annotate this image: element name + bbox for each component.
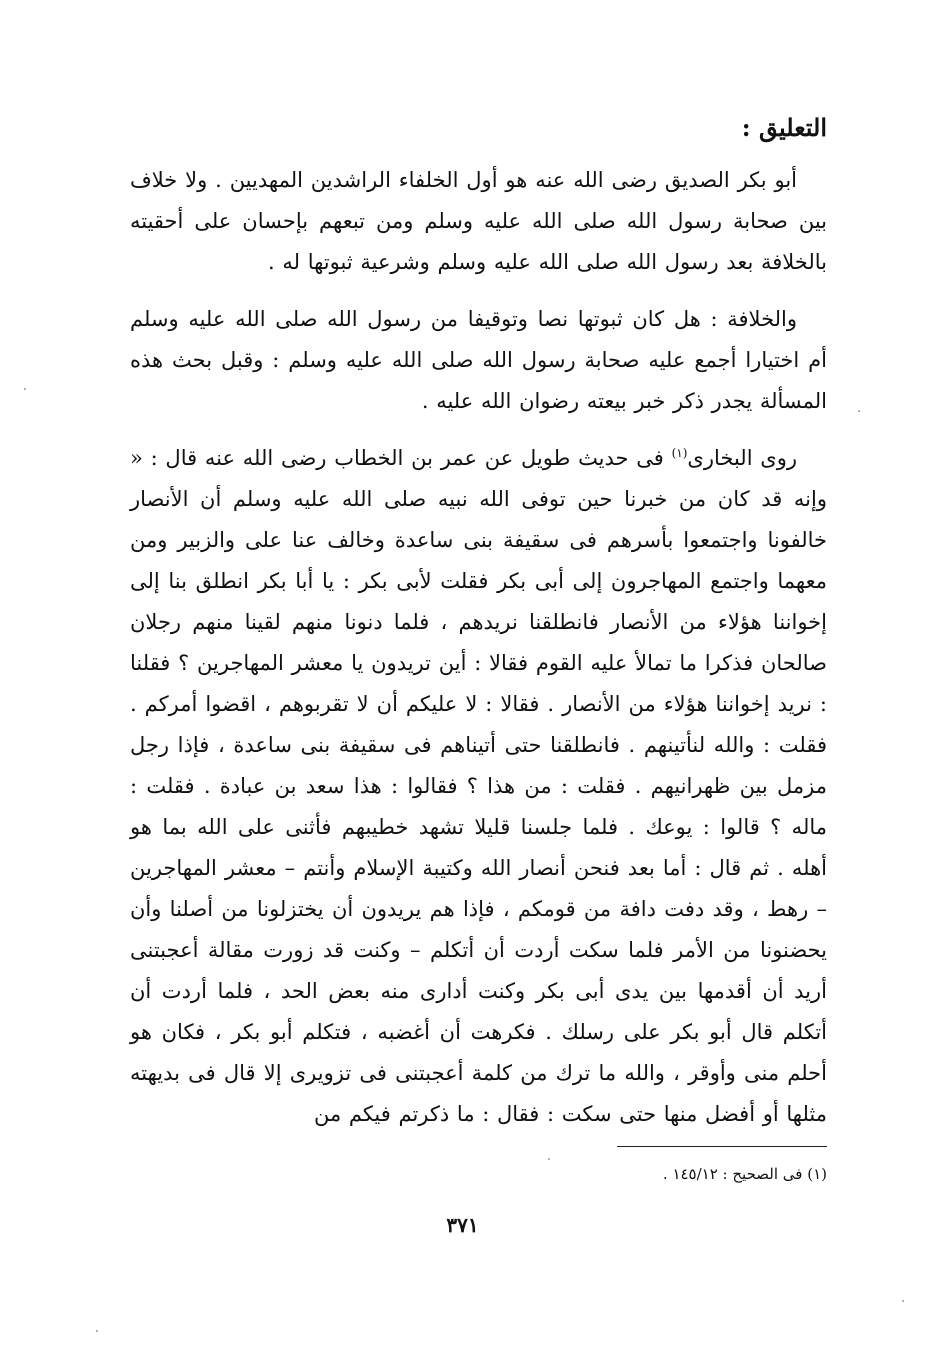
body-text [130, 160, 827, 1135]
scan-speck [902, 1300, 904, 1302]
footnote-divider [617, 1146, 827, 1147]
paragraph-hadith [130, 438, 827, 1135]
paragraph-1: أبو بكر الصديق رضى الله عنه هو أول الخلفاء الراشدين المهديين . ولا خلاف بين صحابة رسول الله صلى الله عليه وسلم ومن تبعهم بإحسان على أحقيته بالخلافة بعد رسول الله صلى الله عليه وسلم وشرعية ثبوتها له . [130, 168, 827, 274]
paragraph-2: والخلافة : هل كان ثبوتها نصا وتوقيفا من رسول الله صلى الله عليه وسلم أم اختيارا أجمع عليه صحابة رسول الله صلى الله عليه وسلم : وقبل بحث هذه المسألة يجدر ذكر خبر بيعته رضوان الله عليه . [130, 307, 827, 413]
scan-speck [96, 1330, 98, 1332]
page-number: ٣٧١ [446, 1213, 479, 1237]
section-heading: التعليق : [741, 113, 827, 142]
scan-speck [548, 1158, 550, 1160]
scan-speck [858, 410, 860, 412]
scan-speck [24, 388, 26, 390]
footnote-reference: (١) [671, 446, 688, 460]
footnote: (١) فى الصحيح : ١٤٥/١٢ . [662, 1165, 827, 1183]
hadith-text: فى حديث طويل عن عمر بن الخطاب رضى الله عنه قال : « وإنه قد كان من خبرنا حين توفى الله نبيه صلى الله عليه وسلم أن الأنصار خالفونا واجتمعوا بأسرهم فى سقيفة بنى ساعدة وخالف عنا على والزبير ومن معهما واجتمع المهاجرون إلى أبى بكر فقلت لأبى بكر : يا أبا بكر انطلق بنا إلى إخواننا هؤلاء من الأنصار فانطلقنا نريدهم ، فلما دنونا منهم لقينا منهم رجلان صالحان فذكرا ما تمالأ عليه القوم فقالا : أين تريدون يا معشر المهاجرين ؟ فقلنا : نريد إخواننا هؤلاء من الأنصار . فقالا : لا عليكم أن لا تقربوهم ، اقضوا أمركم . فقلت : والله لنأتينهم . فانطلقنا حتى أتيناهم فى سقيفة بنى ساعدة ، فإذا رجل مزمل بين ظهرانيهم . فقلت : من هذا ؟ فقالوا : هذا سعد بن عبادة . فقلت : ماله ؟ قالوا : يوعك . فلما جلسنا قليلا تشهد خطيبهم فأثنى على الله بما هو أهله . ثم قال : أما بعد فنحن أنصار الله وكتيبة الإسلام وأنتم – معشر المهاجرين – رهط ، وقد دفت دافة من قومكم ، فإذا هم يريدون أن يختزلونا من أصلنا وأن يحضنونا من الأمر فلما سكت أردت أن أتكلم – وكنت قد زورت مقالة أعجبتنى أريد أن أقدمها بين يدى أبى بكر وكنت أدارى منه بعض الحد ، فلما أردت أن أتكلم قال أبو بكر على رسلك . فكرهت أن أغضبه ، فتكلم أبو بكر ، فكان هو أحلم منى وأوقر ، والله ما ترك من كلمة أعجبتنى فى تزويرى إلا قال فى بديهته مثلها أو أفضل منها حتى سكت : فقال : ما ذكرتم فيكم من [130, 446, 827, 1126]
hadith-intro: روى البخارى [687, 446, 797, 470]
